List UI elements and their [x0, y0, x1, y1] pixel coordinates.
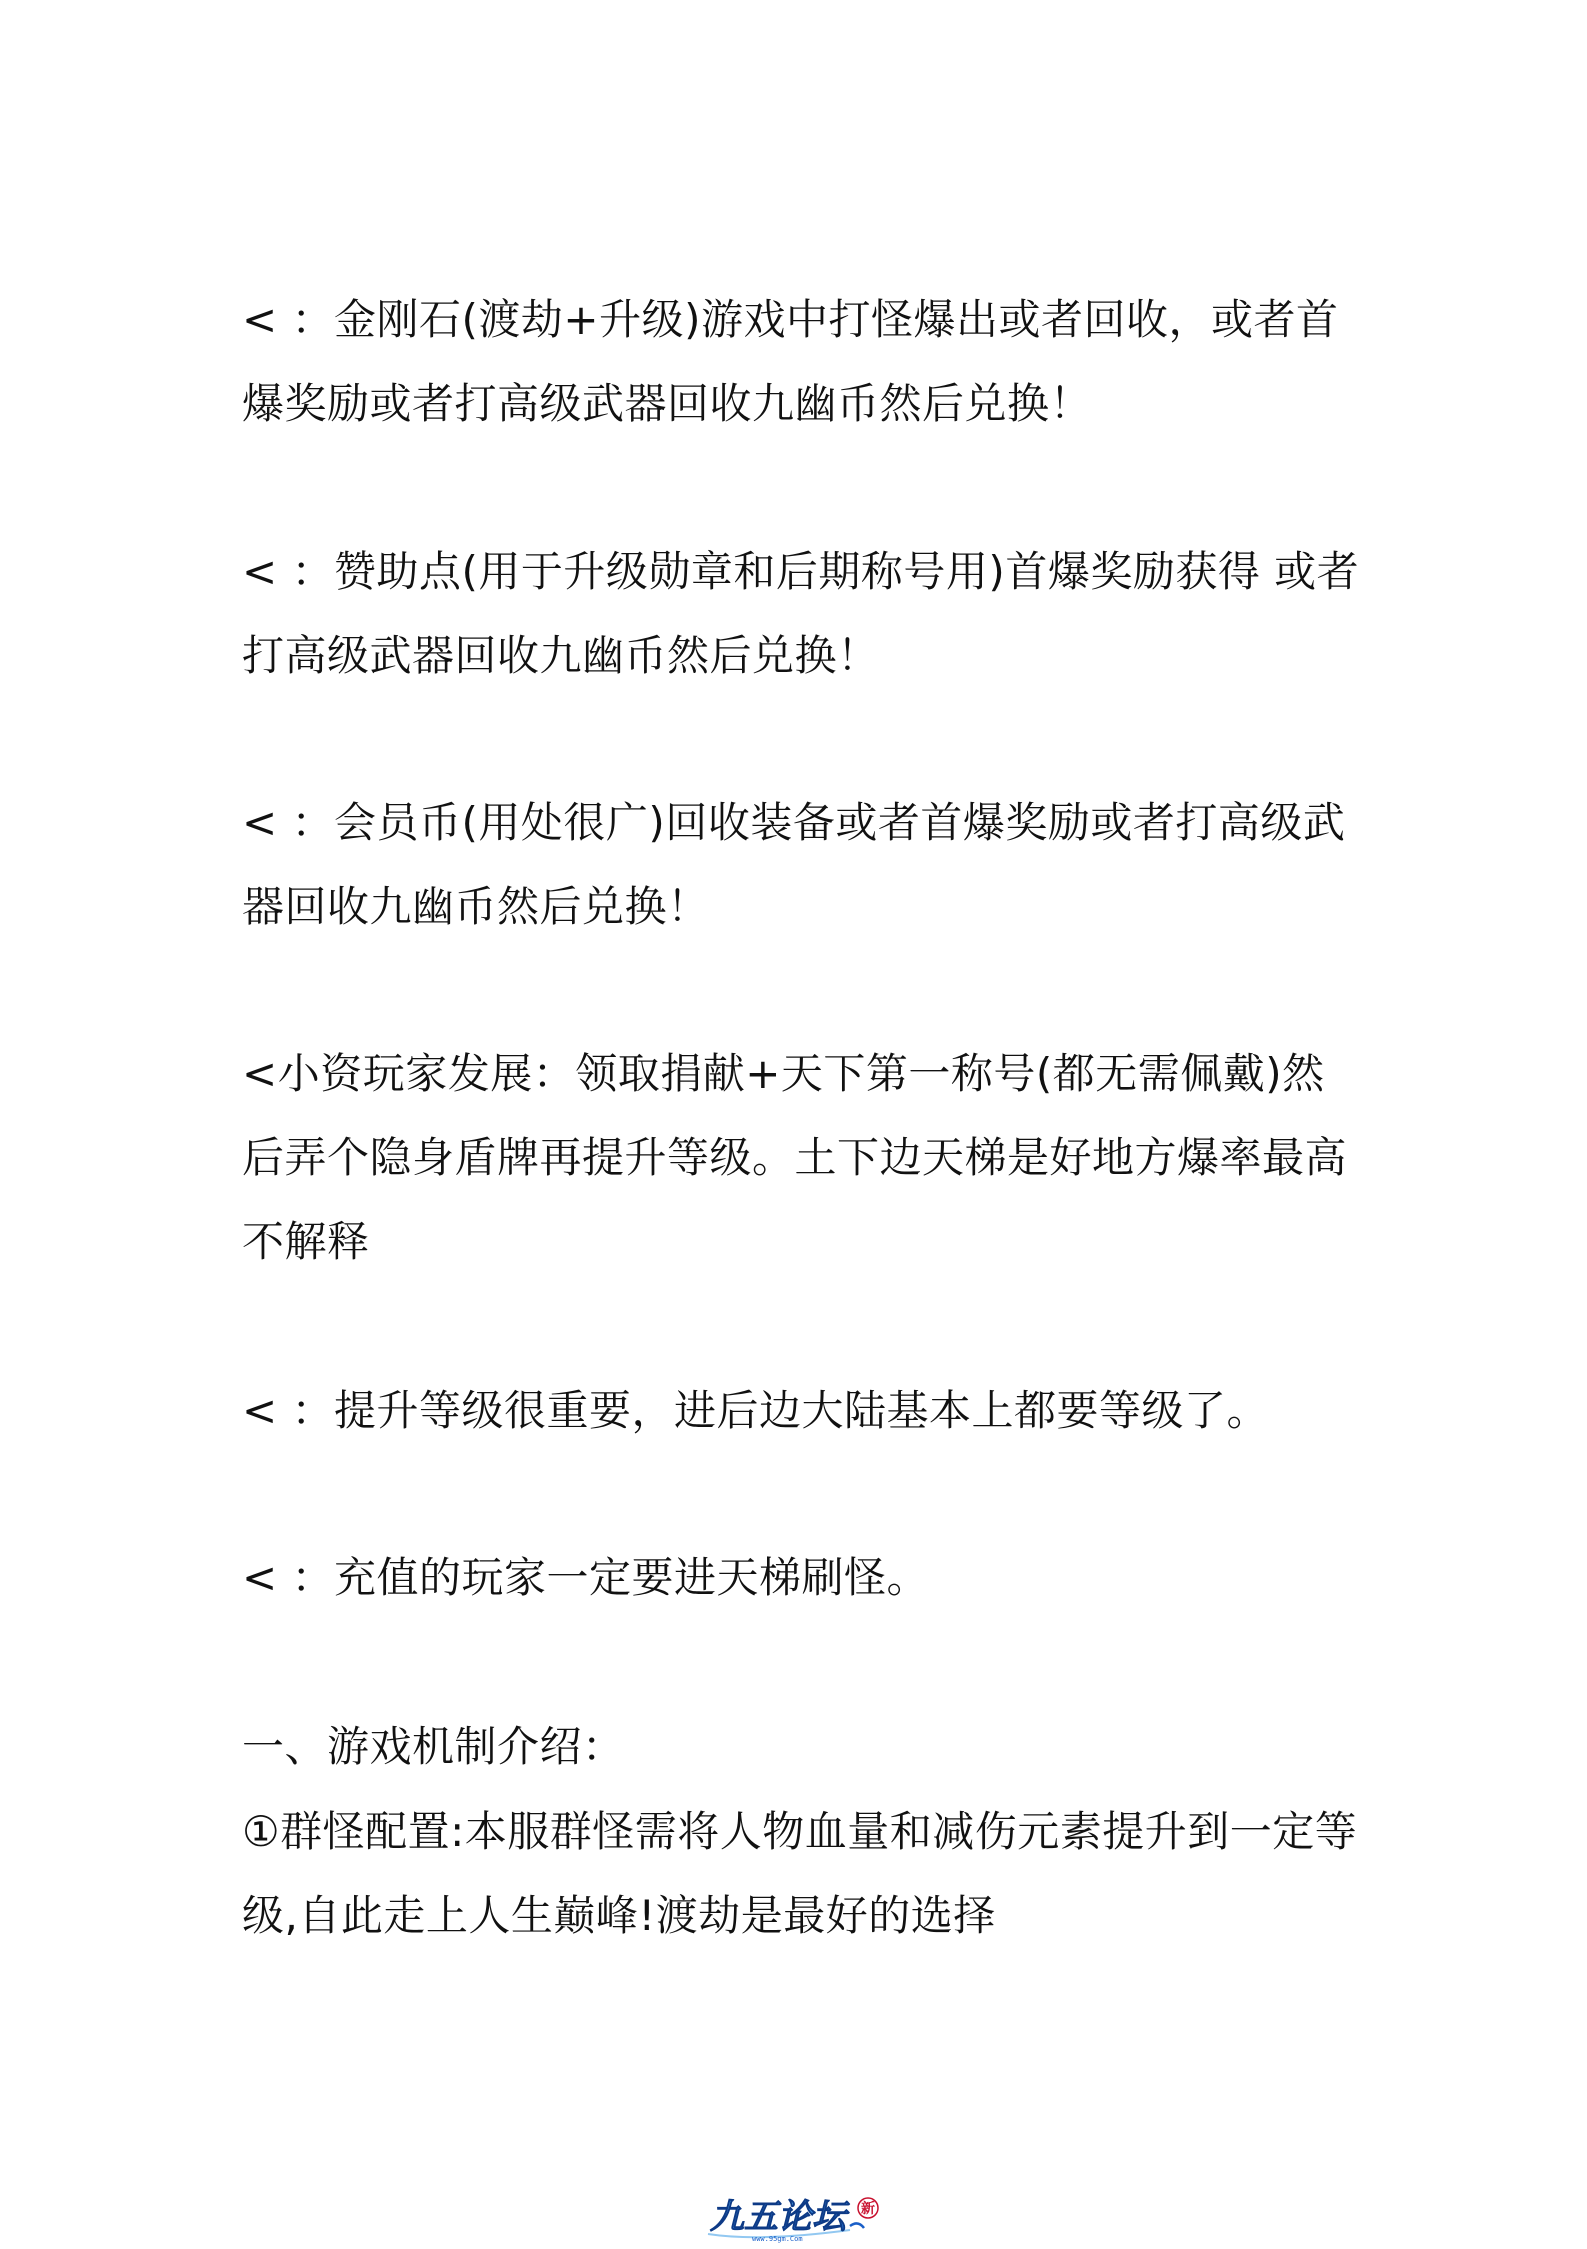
- paragraph-casual-player-tips: <小资玩家发展：领取捐献+天下第一称号(都无需佩戴)然后弄个隐身盾牌再提升等级。土下边天梯是好地方爆率最高不解释: [242, 1049, 1348, 1266]
- paragraph-member-coin: < ：会员币(用处很广)回收装备或者首爆奖励或者打高级武器回收九幽币然后兑换！: [242, 798, 1346, 931]
- forum-logo-text: 九五论坛: [710, 2197, 846, 2237]
- paragraph-group-monster-config: ①群怪配置:本服群怪需将人物血量和减伤元素提升到一定等级,自此走上人生巅峰!渡劫是最好的选择: [242, 1807, 1358, 1940]
- forum-logo-graphic: [700, 2190, 900, 2245]
- paragraph-sponsor-points: < ：赞助点(用于升级勋章和后期称号用)首爆奖励获得 或者打高级武器回收九幽币然后兑换！: [242, 547, 1360, 680]
- paragraph-paying-players: < ：充值的玩家一定要进天梯刷怪。: [242, 1553, 930, 1602]
- section-heading-game-mechanics: 一、游戏机制介绍：: [242, 1722, 625, 1771]
- forum-logo-badge: 新: [861, 2201, 875, 2217]
- forum-logo: [700, 2190, 900, 2245]
- paragraph-level-importance: < ：提升等级很重要，进后边大陆基本上都要等级了。: [242, 1386, 1270, 1435]
- forum-logo-subtext: www.95gm.Com: [752, 2235, 803, 2243]
- paragraph-diamond: < ：金刚石(渡劫+升级)游戏中打怪爆出或者回收，或者首爆奖励或者打高级武器回收九幽币然后兑换！: [242, 295, 1339, 428]
